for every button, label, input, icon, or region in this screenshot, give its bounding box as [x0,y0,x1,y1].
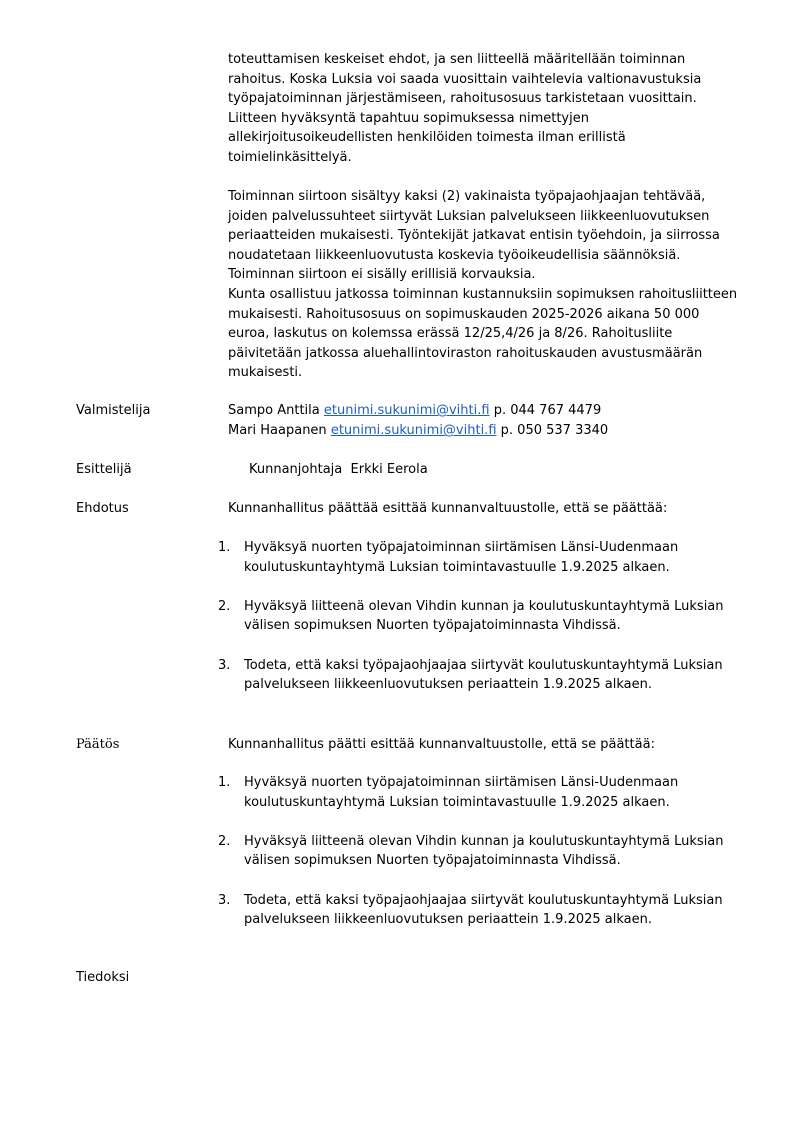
list-item [218,891,738,930]
item-line: Todeta, että kaksi työpajaohjaajaa siirtyvät koulutuskuntayhtymä Luksian [244,892,723,908]
transfer-line: mukaisesti. [228,365,303,381]
transfer-line: Toiminnan siirtoon sisältyy kaksi (2) vakinaista työpajaohjaajan tehtävää, [228,189,706,204]
tiedoksi-label: Tiedoksi [76,970,130,985]
transfer-line: euroa, laskutus on kolemssa erässä 12/25,4/26 ja 8/26. Rahoitusliite [228,326,673,342]
proposal-list [218,538,738,695]
paatos-label: Päätös [76,737,120,752]
item-number: 1. [218,775,231,790]
decision-list [218,773,738,930]
decision-lead: Kunnanhallitus päätti esittää kunnanvaltuustolle, että se päättää: [228,737,655,752]
esittelija-label: Esittelijä [76,462,132,477]
transfer-paragraph [228,187,748,383]
intro-line: toteuttamisen keskeiset ehdot, ja sen liitteellä määritellään toiminnan [228,52,686,67]
intro-line: toimielinkäsittelyä. [228,149,352,165]
intro-line: Liitteen hyväksyntä tapahtuu sopimuksessa nimettyjen [228,110,589,126]
preparer-phone: p. 050 537 3340 [500,423,609,438]
item-line: Hyväksyä liitteenä olevan Vihdin kunnan ja koulutuskuntayhtymä Luksian [244,833,724,849]
preparer-email-link[interactable]: etunimi.sukunimi@vihti.fi [330,423,497,438]
valmistelija-label: Valmistelija [76,403,151,418]
transfer-line: päivitetään jatkossa aluehallintoviraston rahoituskauden avustusmäärän [228,345,703,361]
preparer-phone: p. 044 767 4479 [493,403,602,418]
item-line: palvelukseen liikkeenluovutuksen periaattein 1.9.2025 alkaen. [244,912,653,928]
list-item [218,832,738,871]
list-item [218,538,738,577]
preparer-row [228,421,608,441]
item-number: 1. [218,540,231,555]
item-line: välisen sopimuksen Nuorten työpajatoiminnasta Vihdissä. [244,853,621,869]
preparer-name: Sampo Anttila [228,403,320,418]
transfer-line: Kunta osallistuu jatkossa toiminnan kustannuksiin sopimuksen rahoitusliitteen [228,286,738,302]
item-line: Hyväksyä nuorten työpajatoiminnan siirtämisen Länsi-Uudenmaan [244,540,679,555]
item-number: 3. [218,657,231,673]
item-line: koulutuskuntayhtymä Luksian toimintavastuulle 1.9.2025 alkaen. [244,559,670,575]
intro-line: allekirjoitusoikeudellisten henkilöiden toimesta ilman erillistä [228,130,626,146]
intro-paragraph [228,50,748,168]
item-number: 2. [218,833,231,849]
transfer-line: Toiminnan siirtoon ei sisälly erillisiä korvauksia. [228,267,536,283]
intro-line: työpajatoiminnan järjestämiseen, rahoitusosuus tarkistetaan vuosittain. [228,91,697,107]
item-line: palvelukseen liikkeenluovutuksen periaattein 1.9.2025 alkaen. [244,677,653,693]
item-line: Hyväksyä liitteenä olevan Vihdin kunnan ja koulutuskuntayhtymä Luksian [244,598,724,614]
item-line: koulutuskuntayhtymä Luksian toimintavastuulle 1.9.2025 alkaen. [244,794,670,810]
list-item [218,656,738,695]
transfer-line: joiden palvelussuhteet siirtyvät Luksian palvelukseen liikkeenluovutuksen [228,208,710,224]
transfer-line: mukaisesti. Rahoitusosuus on sopimuskauden 2025-2026 aikana 50 000 [228,306,700,322]
intro-line: rahoitus. Koska Luksia voi saada vuosittain vaihtelevia valtionavustuksia [228,71,702,87]
transfer-line: periaatteiden mukaisesti. Työntekijät jatkavat entisin työehdoin, ja siirrossa [228,228,720,244]
item-line: Hyväksyä nuorten työpajatoiminnan siirtämisen Länsi-Uudenmaan [244,775,679,790]
item-number: 2. [218,598,231,614]
proposal-lead: Kunnanhallitus päättää esittää kunnanvaltuustolle, että se päättää: [228,501,668,516]
transfer-line: noudatetaan liikkeenluovutusta koskevia työoikeudellisia säännöksiä. [228,247,681,263]
list-item [218,773,738,812]
preparer-name: Mari Haapanen [228,423,327,438]
preparer-row [228,401,601,421]
ehdotus-label: Ehdotus [76,501,129,516]
item-line: Todeta, että kaksi työpajaohjaajaa siirtyvät koulutuskuntayhtymä Luksian [244,657,723,673]
preparer-email-link[interactable]: etunimi.sukunimi@vihti.fi [323,403,490,418]
presenter-name: Kunnanjohtaja Erkki Eerola [249,462,428,477]
item-line: välisen sopimuksen Nuorten työpajatoiminnasta Vihdissä. [244,618,621,634]
list-item [218,597,738,636]
item-number: 3. [218,892,231,908]
